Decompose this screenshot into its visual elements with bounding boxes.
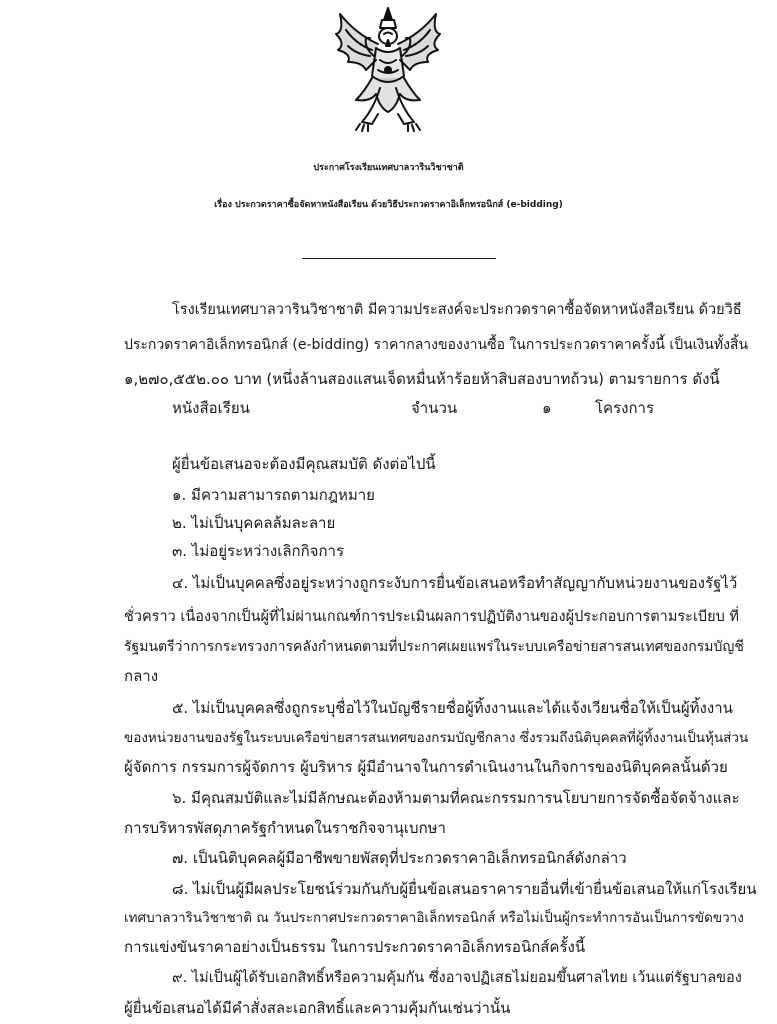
- qualification-4-line-3: รัฐมนตรีว่าการกระทรวงการคลังกำหนดตามที่ประกาศเผยแพร่ในระบบเครือข่ายสารสนเทศของกรมบัญชี: [124, 639, 744, 655]
- intro-line-2: ประกวดราคาอิเล็กทรอนิกส์ (e-bidding) ราคากลางของงานซื้อ ในการประกวดราคาครั้งนี้ เป็นเงินทั้งสิ้น: [124, 337, 749, 353]
- qualification-8-line-3: การแข่งขันราคาอย่างเป็นธรรม ในการประกวดราคาอิเล็กทรอนิกส์ครั้งนี้: [124, 938, 586, 956]
- announcement-subject: เรื่อง ประกวดราคาซื้อจัดหาหนังสือเรียน ด้วยวิธีประกวดราคาอิเล็กทรอนิกส์ (e-bidding): [214, 200, 563, 210]
- item-unit: โครงการ: [595, 399, 655, 417]
- announcement-title: ประกาศโรงเรียนเทศบาลวารินวิชาชาติ: [313, 163, 464, 173]
- qualification-6-line-1: ๖. มีคุณสมบัติและไม่มีลักษณะต้องห้ามตามที่คณะกรรมการนโยบายการจัดซื้อจัดจ้างและ: [172, 789, 740, 807]
- qualification-9-line-2: ผู้ยื่นข้อเสนอได้มีคำสั่งสละเอกสิทธิ์และความคุ้มกันเช่นว่านั้น: [124, 999, 511, 1017]
- qualification-8-line-1: ๘. ไม่เป็นผู้มีผลประโยชน์ร่วมกันกับผู้ยื่นข้อเสนอราคารายอื่นที่เข้ายื่นข้อเสนอให้แก่โรงเรียน: [172, 880, 757, 898]
- item-quantity-label: จำนวน: [411, 399, 458, 417]
- qualification-5-line-1: ๕. ไม่เป็นบุคคลซึ่งถูกระบุชื่อไว้ในบัญชีรายชื่อผู้ทิ้งงานและได้แจ้งเวียนชื่อให้เป็นผู้ทิ้งงาน: [172, 699, 733, 717]
- qualification-4-line-2: ชั่วคราว เนื่องจากเป็นผู้ที่ไม่ผ่านเกณฑ์การประเมินผลการปฏิบัติงานของผู้ประกอบการตามระเบียบ ที่: [124, 609, 739, 625]
- qualification-7: ๗. เป็นนิติบุคคลผู้มีอาชีพขายพัสดุที่ประกวดราคาอิเล็กทรอนิกส์ดังกล่าว: [172, 849, 627, 867]
- item-quantity: ๑: [542, 399, 552, 417]
- qualification-4-line-1: ๔. ไม่เป็นบุคคลซึ่งอยู่ระหว่างถูกระงับการยื่นข้อเสนอหรือทำสัญญากับหน่วยงานของรัฐไว้: [172, 574, 738, 592]
- intro-line-1: โรงเรียนเทศบาลวารินวิชาชาติ มีความประสงค์จะประกวดราคาซื้อจัดหาหนังสือเรียน ด้วยวิธี: [172, 302, 742, 318]
- intro-line-3: ๑,๒๗๐,๕๕๒.๐๐ บาท (หนึ่งล้านสองแสนเจ็ดหมื่นห้าร้อยห้าสิบสองบาทถ้วน) ตามรายการ ดังนี้: [124, 370, 720, 388]
- qualification-6-line-2: การบริหารพัสดุภาครัฐกำหนดในราชกิจจานุเบกษา: [124, 819, 446, 837]
- qualification-3: ๓. ไม่อยู่ระหว่างเลิกกิจการ: [172, 542, 345, 560]
- garuda-emblem-icon: [326, 4, 450, 132]
- qualification-1: ๑. มีความสามารถตามกฎหมาย: [172, 486, 375, 504]
- qualification-9-line-1: ๙. ไม่เป็นผู้ได้รับเอกสิทธิ์หรือความคุ้มกัน ซึ่งอาจปฏิเสธไม่ยอมขึ้นศาลไทย เว้นแต่รัฐบาลของ: [172, 970, 742, 986]
- qualifications-heading: ผู้ยื่นข้อเสนอจะต้องมีคุณสมบัติ ดังต่อไปนี้: [172, 455, 436, 473]
- qualification-4-line-4: กลาง: [124, 667, 159, 685]
- qualification-5-line-2: ของหน่วยงานของรัฐในระบบเครือข่ายสารสนเทศของกรมบัญชีกลาง ซึ่งรวมถึงนิติบุคคลที่ผู้ทิ้งงานเป็นหุ้นส่วน: [124, 730, 749, 746]
- qualification-8-line-2: เทศบาลวารินวิชาชาติ ณ วันประกาศประกวดราคาอิเล็กทรอนิกส์ หรือไม่เป็นผู้กระทำการอันเป็นการขัดขวาง: [124, 910, 744, 926]
- title-divider: [302, 258, 496, 259]
- item-name: หนังสือเรียน: [172, 399, 250, 417]
- qualification-2: ๒. ไม่เป็นบุคคลล้มละลาย: [172, 514, 336, 532]
- qualification-5-line-3: ผู้จัดการ กรรมการผู้จัดการ ผู้บริหาร ผู้มีอำนาจในการดำเนินงานในกิจการของนิติบุคคลนั้นด้วย: [124, 758, 728, 776]
